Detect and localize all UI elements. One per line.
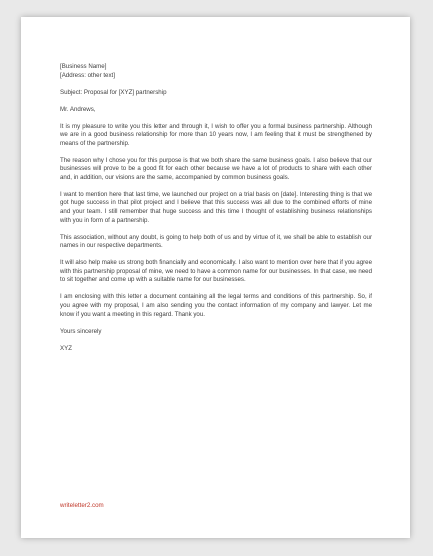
paragraph-benefits: It will also help make us strong both financially and economically. I also want to mention over here that if you agree with this partnership proposal of mine, we need to have a common name for our businesses. In that case, we need to sit together and come up with a suitable name for our businesses. — [60, 259, 372, 284]
letter-body — [60, 63, 372, 362]
letter-page — [21, 17, 410, 538]
salutation: Mr. Andrews, — [60, 105, 96, 113]
business-address: [Address: other text] — [60, 71, 115, 79]
signature: XYZ — [60, 344, 72, 352]
paragraph-enclosure: I am enclosing with this letter a document containing all the legal terms and conditions of this partnership. So, if you agree with my proposal, I am also sending you the contact information of my company and lawyer. Let me know if you want a meeting in this regard. Thank you. — [60, 293, 372, 318]
paragraph-offer: It is my pleasure to write you this letter and through it, I wish to offer you a formal business partnership. Although we are in a good business relationship for more than 10 years now, I am feeling that it must be strengthened by means of the partnership. — [60, 122, 372, 147]
paragraph-association: This association, without any doubt, is going to help both of us and by virtue of it, we shall be able to establish our names in our respective departments. — [60, 233, 372, 250]
recipient-address-block — [60, 63, 372, 80]
website-link[interactable]: writeletter2.com — [60, 502, 104, 509]
paragraph-reason: The reason why I chose you for this purpose is that we both share the same business goals. I also believe that our businesses will prove to be a good fit for each other because we have a lot of products to share with each other and, in addition, our visions are the same, accompanied by common business goals. — [60, 156, 372, 181]
paragraph-project: I want to mention here that last time, we launched our project on a trial basis on [date]. Interesting thing is that we got huge success in that pilot project and I believe that this success was all due to the combined efforts of mine and your team. I still remember that huge success and this time I thought of establishing business relationships with you in form of a partnership. — [60, 190, 372, 224]
closing: Yours sincerely — [60, 327, 102, 335]
subject-line: Subject: Proposal for [XYZ] partnership — [60, 88, 167, 96]
business-name: [Business Name] — [60, 63, 107, 70]
